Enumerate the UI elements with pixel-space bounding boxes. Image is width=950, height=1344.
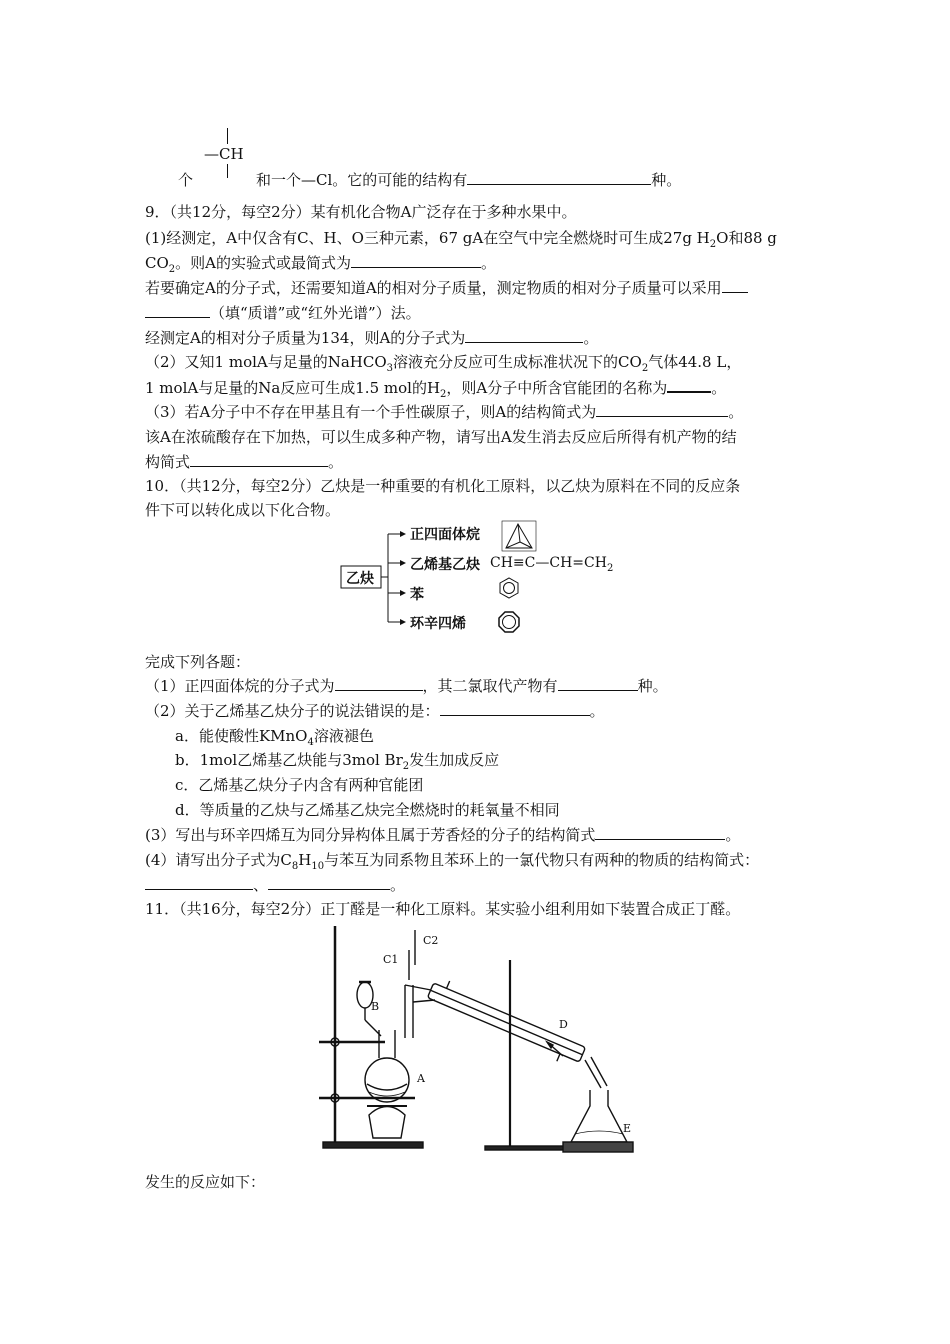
q10-s4: (4）请写出分子式为$C_8H_{10}$与苯互为同系物且苯环上的一氯代物只有两种的物质的结构简式： (145, 851, 760, 872)
q9-p3: （填“质谱”或“红外光谱”）法。 (145, 303, 421, 323)
ch-label: —CH (204, 145, 244, 163)
answer-blank[interactable] (667, 377, 711, 393)
scheme-source: 乙炔 (346, 571, 374, 587)
answer-blank[interactable] (268, 875, 390, 890)
answer-blank[interactable] (558, 676, 638, 691)
scheme-product-4: 环辛四烯 (410, 616, 466, 632)
q11-footer: 发生的反应如下： (145, 1173, 266, 1191)
q9-title: 9．（共12分，每空2分）某有机化合物A广泛存在于多种水果中。 (145, 203, 577, 221)
q9-p1a: (1)经测定，A中仅含有C、H、O三种元素，67 gA在空气中完全燃烧时可生成27g $H_2O$和88 g (145, 229, 777, 250)
label-c1: C1 (383, 953, 399, 966)
label-d: D (559, 1018, 568, 1031)
ch-fragment (200, 128, 260, 180)
scheme-lines (340, 518, 620, 644)
q10-opt-b: b．1mol乙烯基乙炔能与3mol $Br_2$发生加成反应 (175, 751, 500, 772)
answer-blank[interactable] (596, 402, 728, 417)
answer-blank[interactable] (145, 875, 253, 890)
answer-blank[interactable] (465, 328, 583, 343)
answer-blank[interactable] (722, 278, 748, 293)
q9-p2: 若要确定A的分子式，还需要知道A的相对分子质量，测定物质的相对分子质量可以采用 (145, 278, 748, 298)
q10-opt-c: c．乙烯基乙炔分子内含有两种官能团 (175, 776, 424, 794)
label-e: E (623, 1122, 632, 1135)
q11-title: 11．（共16分，每空2分）正丁醛是一种化工原料。某实验小组利用如下装置合成正丁醛。 (145, 900, 741, 918)
answer-blank[interactable] (467, 170, 651, 185)
label-b: B (371, 1000, 380, 1013)
benzene-icon (500, 578, 518, 598)
answer-blank[interactable] (440, 701, 590, 716)
answer-blank[interactable] (351, 253, 481, 268)
q10-s3: (3）写出与环辛四烯互为同分异构体且属于芳香烃的分子的结构简式 。 (145, 826, 741, 844)
apparatus-figure (305, 920, 650, 1160)
q10-s1: （1）正四面体烷的分子式为 ，其二氯取代产物有 种。 (145, 677, 668, 695)
scheme-product-3: 苯 (410, 587, 424, 603)
q10-opt-a: a．能使酸性KMnO$_4$溶液褪色 (175, 727, 374, 748)
q10-s4-blanks: 、 。 (145, 875, 405, 895)
q9-p5: （2）又知1 molA与足量的NaHCO$_3$溶液充分反应可生成标准状况下的$CO_2$气体44.8 L， (145, 353, 742, 374)
q10-s2: （2）关于乙烯基乙炔分子的说法错误的是： 。 (145, 702, 605, 720)
answer-blank[interactable] (335, 676, 423, 691)
q10-lead: 完成下列各题： (145, 653, 251, 671)
scheme-product-1: 正四面体烷 (410, 527, 480, 543)
scheme-product-2: 乙烯基乙炔 (410, 557, 480, 573)
q9-p9: 构简式 。 (145, 453, 344, 471)
vinylacetylene-formula: $CH\equiv C—CH=CH_2$ (490, 555, 614, 574)
q10-title2: 件下可以转化成以下化合物。 (145, 501, 341, 519)
label-c2: C2 (423, 934, 439, 947)
q9-p6: 1 molA与足量的Na反应可生成1.5 mol的$H_2$，则A分子中所含官能团的名称为 。 (145, 379, 727, 400)
answer-blank[interactable] (145, 303, 210, 318)
q9-p8: 该A在浓硫酸存在下加热，可以生成多种产物，请写出A发生消去反应后所得有机产物的结 (145, 428, 737, 446)
q8-line-b: 和一个—Cl。它的可能的结构有 种。 (256, 171, 682, 189)
acetylene-scheme (340, 518, 620, 644)
label-a: A (417, 1072, 425, 1085)
q8-line: 个 (178, 171, 194, 189)
q10-opt-d: d．等质量的乙炔与乙烯基乙炔完全燃烧时的耗氧量不相同 (175, 801, 560, 819)
q9-p4: 经测定A的相对分子质量为134，则A的分子式为 。 (145, 329, 599, 347)
q10-title1: 10．（共12分，每空2分）乙炔是一种重要的有机化工原料，以乙炔为原料在不同的反应条 (145, 477, 741, 495)
answer-blank[interactable] (190, 452, 328, 467)
q9-p1b: $CO_2$。则A的实验式或最简式为 。 (145, 254, 497, 275)
cyclooctatetraene-icon (499, 612, 519, 632)
q9-p7: （3）若A分子中不存在甲基且有一个手性碳原子，则A的结构简式为 。 (145, 403, 744, 421)
answer-blank[interactable] (595, 825, 725, 840)
tetrahedrane-icon (502, 521, 536, 551)
apparatus-drawing (305, 920, 650, 1160)
